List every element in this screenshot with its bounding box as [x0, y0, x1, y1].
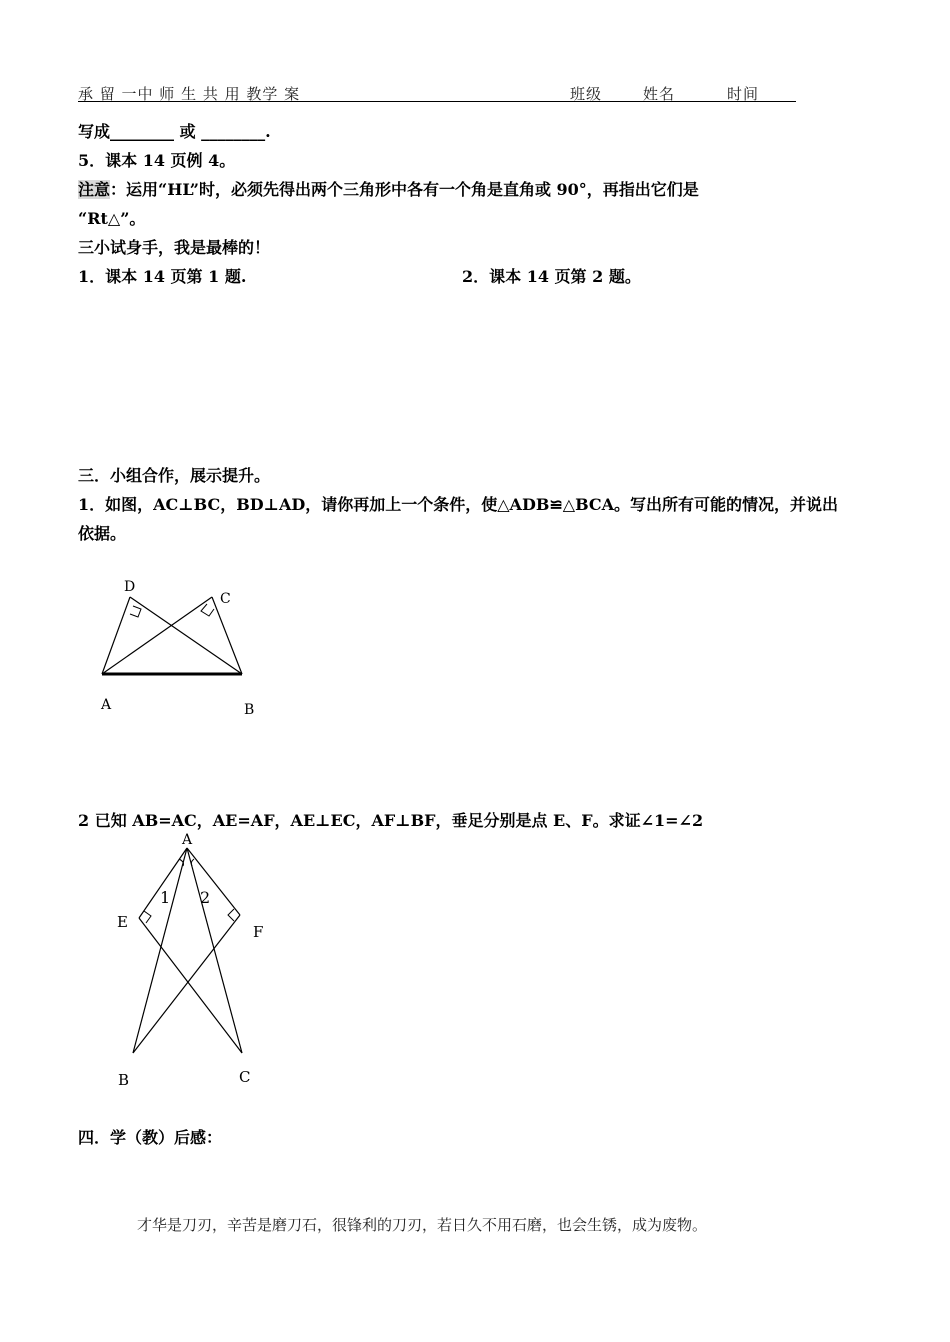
question-1-line-2: 依据。: [78, 524, 127, 543]
segment-AE: [139, 848, 187, 918]
motto: 才华是刀刃，辛苦是磨刀石，很锋利的刀刃，若日久不用石磨，也会生锈，成为废物。: [137, 1216, 708, 1234]
section-reflection: 四．学（教）后感：: [78, 1128, 223, 1147]
label-C: C: [220, 591, 231, 607]
segment-AB: [133, 848, 187, 1053]
right-angle-mark-E: [144, 911, 151, 923]
header-rule: [78, 101, 796, 102]
segment-BC: [212, 597, 242, 674]
segment-CA: [102, 597, 212, 674]
note-body: ：运用“HL”时，必须先得出两个三角形中各有一个角是直角或 90°，再指出它们是: [110, 180, 699, 199]
section-group: 三．小组合作，展示提升。: [78, 466, 271, 485]
angle-arc-2: [191, 859, 194, 866]
write-as-line: 写成________ 或 ________.: [78, 122, 271, 141]
try-item-1: 1．课本 14 页第 1 题.: [78, 267, 247, 286]
label-D: D: [124, 579, 136, 595]
segment-EC: [139, 918, 242, 1053]
label-A: A: [182, 832, 193, 848]
right-angle-mark-F: [228, 909, 234, 921]
label-angle-2: 2: [200, 888, 211, 907]
section-try: 三小试身手，我是最棒的！: [78, 238, 271, 257]
segment-AD: [102, 597, 130, 674]
label-F: F: [253, 923, 264, 941]
segment-AC: [187, 848, 242, 1053]
note-keyword: 注意: [78, 180, 111, 199]
question-1-line-1: 1．如图，AC⊥BC，BD⊥AD，请你再加上一个条件，使△ADB≌△BCA。写出所有可能的情况，并说出: [78, 495, 839, 514]
note-line: [78, 177, 699, 200]
segment-AF: [187, 848, 240, 915]
right-angle-mark-C: [201, 604, 214, 616]
right-angle-mark-D: [130, 606, 141, 617]
label-B: B: [244, 702, 255, 718]
header-time-label: 时间: [727, 85, 760, 103]
try-item-2: 2．课本 14 页第 2 题。: [462, 267, 641, 286]
figure-1-diagram: [90, 570, 280, 720]
header-class-label: 班级: [570, 85, 603, 103]
label-B: B: [118, 1071, 130, 1089]
label-A: A: [101, 697, 112, 713]
label-C: C: [239, 1068, 251, 1086]
segment-DB: [130, 597, 242, 674]
figure-2-diagram: [105, 828, 280, 1093]
header-school: 承 留 一中 师 生 共 用 教学 案: [78, 85, 301, 103]
label-E: E: [117, 913, 128, 931]
label-angle-1: 1: [160, 888, 171, 907]
header-name-label: 姓名: [643, 85, 676, 103]
question-2: 2 已知 AB=AC，AE=AF，AE⊥EC，AF⊥BF，垂足分别是点 E、F。求证∠1=∠2: [78, 811, 704, 830]
note-continuation: “Rt△”。: [78, 209, 146, 228]
item-5: 5．课本 14 页例 4。: [78, 151, 236, 170]
